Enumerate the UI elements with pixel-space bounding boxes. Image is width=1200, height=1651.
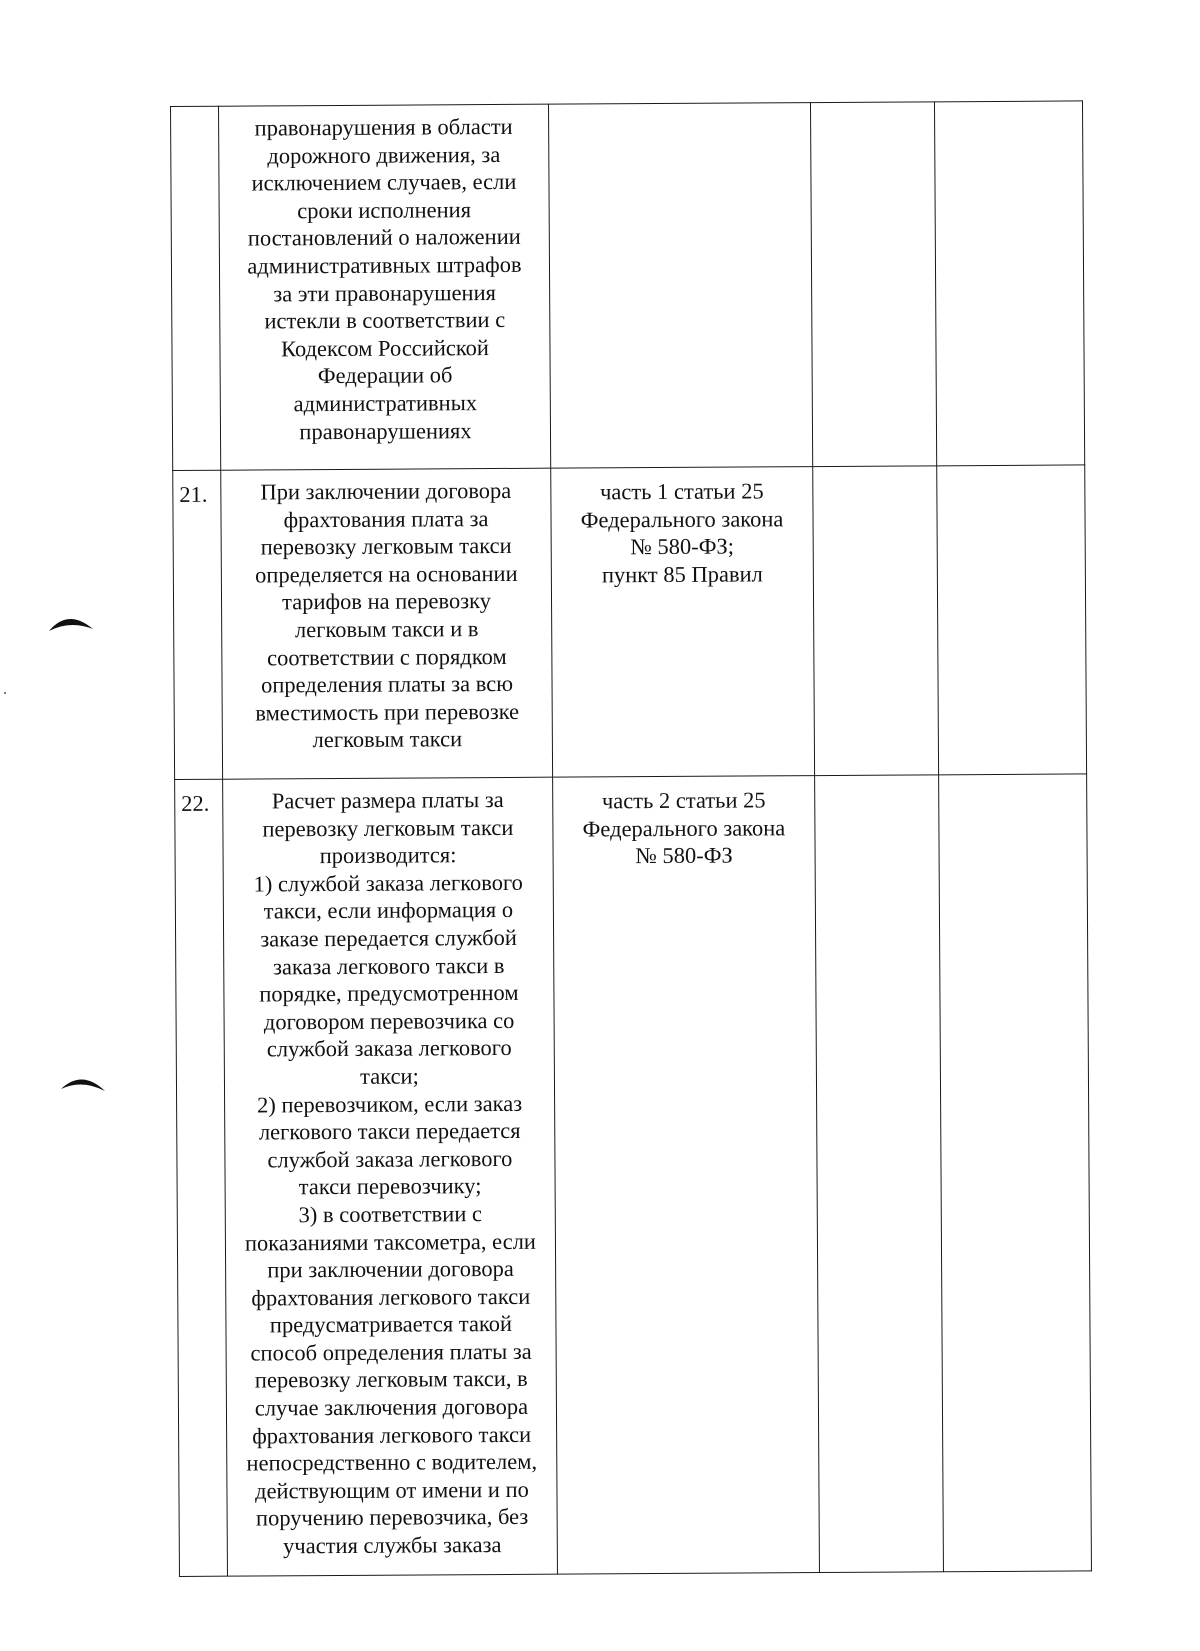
scan-speck: [4, 692, 6, 694]
empty-cell: [937, 465, 1087, 775]
empty-cell: [939, 774, 1092, 1572]
legal-reference-cell: [548, 103, 812, 469]
legal-reference-cell: часть 2 статьи 25 Федерального закона № 580-ФЗ: [553, 776, 820, 1575]
requirement-text-cell: правонарушения в области дорожного движения, за исключением случаев, если сроки исполнения постановлений о наложении административных штрафов за эти правонарушения истекли в соответствии с Кодексом Российской Федерации об административных правонарушениях: [219, 104, 551, 470]
table-row: [175, 774, 1092, 1577]
requirement-text-cell: Расчет размера платы за перевозку легковым такси производится: 1) службой заказа легкового такси, если информация о заказе передается службой заказа легкового такси в порядке, предусмотренном договором перевозчика со службой заказа легкового такси; 2) перевозчиком, если заказ легкового такси передается службой заказа легкового такси перевозчику; 3) в соответствии с показаниями таксометра, если при заключении договора фрахтования легкового такси предусматривается такой способ определения платы за перевозку легковым такси, в случае заключения договора фрахтования легкового такси непосредственно с водителем, действующим от имени и по поручению перевозчика, без участия службы заказа: [223, 777, 558, 1576]
table-row: [173, 465, 1087, 780]
empty-cell: [810, 102, 936, 467]
empty-cell: [813, 466, 939, 776]
row-number-cell: 22.: [175, 779, 228, 1576]
punch-hole-mark-icon: [60, 1072, 106, 1094]
empty-cell: [934, 101, 1084, 466]
empty-cell: [815, 775, 944, 1573]
row-number-cell: 21.: [173, 470, 223, 779]
row-number-cell: [171, 106, 221, 470]
table-row: [171, 101, 1085, 471]
requirement-text-cell: При заключении договора фрахтования плата за перевозку легковым такси определяется на основании тарифов на перевозку легковым такси и в соответствии с порядком определения платы за всю вместимость при перевозке легковым такси: [221, 468, 553, 779]
requirements-table: [170, 100, 1092, 1577]
punch-hole-mark-icon: [48, 612, 94, 634]
legal-reference-cell: часть 1 статьи 25 Федерального закона № 580-ФЗ; пункт 85 Правил: [551, 467, 815, 778]
